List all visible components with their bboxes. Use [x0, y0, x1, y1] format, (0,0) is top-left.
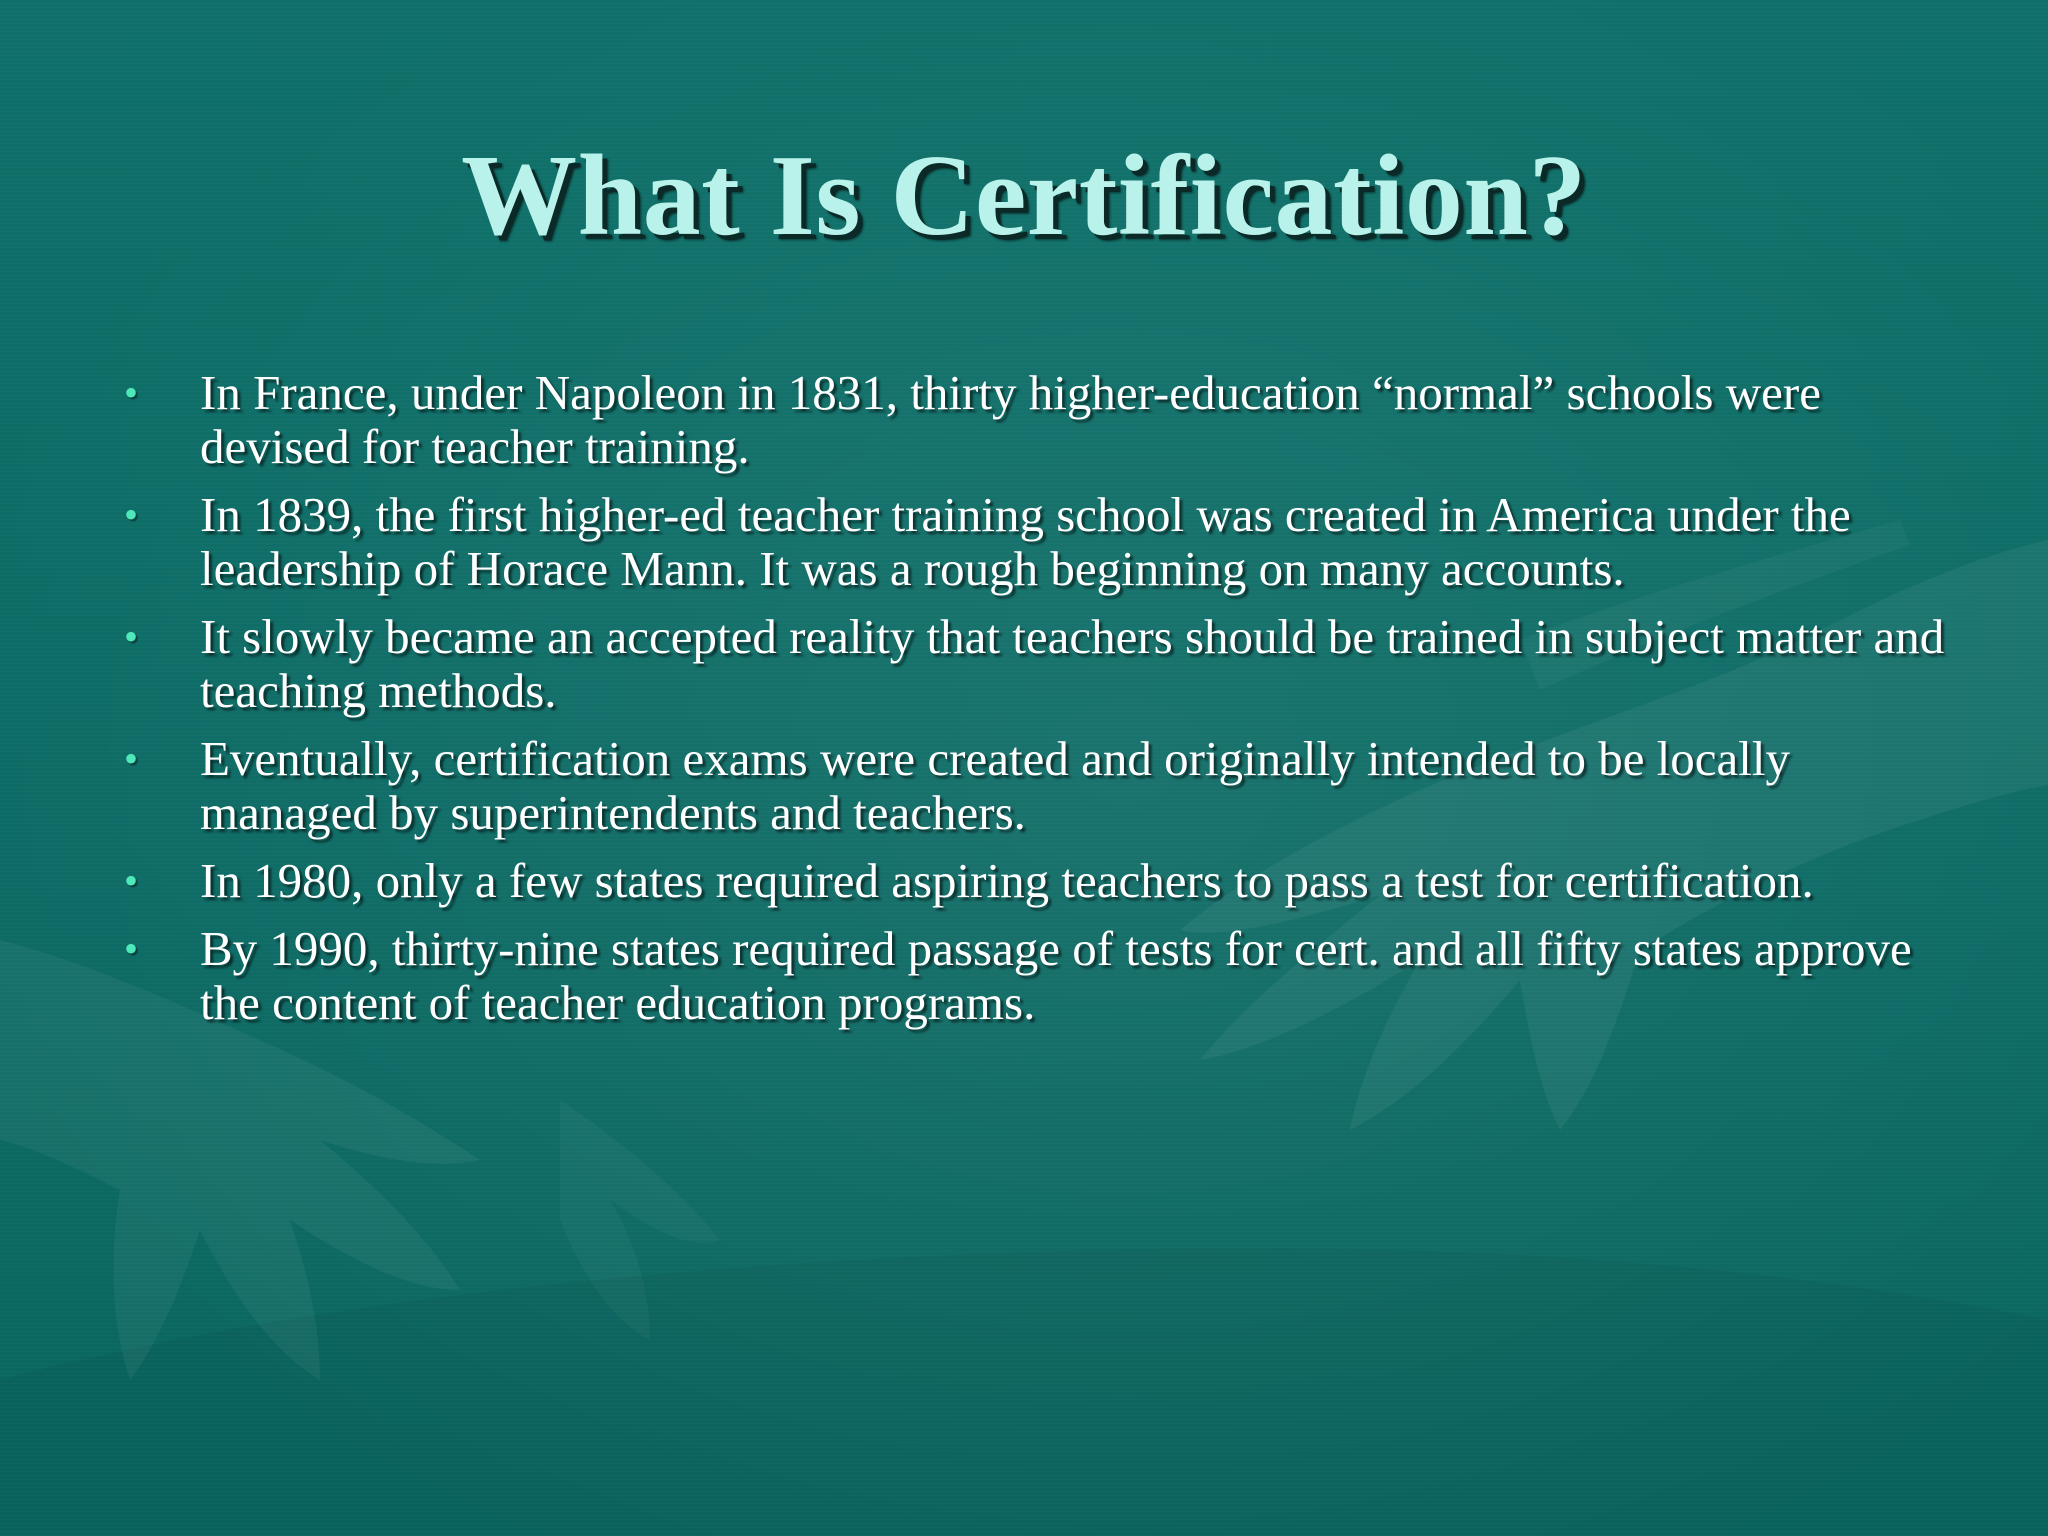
bullet-item-6	[120, 922, 1950, 1030]
bullet-list	[120, 366, 1950, 1044]
bullet-item-1	[120, 366, 1950, 474]
bullet-text: In France, under Napoleon in 1831, thirty higher-education “normal” schools were devised for teacher training.	[200, 365, 1821, 474]
bullet-text: In 1980, only a few states required aspiring teachers to pass a test for certification.	[200, 853, 1814, 908]
bullet-icon: •	[124, 858, 139, 903]
bullet-item-5	[120, 854, 1950, 908]
bullet-text: By 1990, thirty-nine states required passage of tests for cert. and all fifty states approve the content of teacher education programs.	[200, 921, 1912, 1030]
bullet-icon: •	[124, 492, 139, 537]
slide-title: What Is Certification?	[461, 132, 1587, 260]
bullet-text: Eventually, certification exams were created and originally intended to be locally managed by superintendents and teachers.	[200, 731, 1791, 840]
bullet-icon: •	[124, 736, 139, 781]
bullet-icon: •	[124, 926, 139, 971]
bullet-item-2	[120, 488, 1950, 596]
bullet-item-3	[120, 610, 1950, 718]
bullet-text: In 1839, the first higher-ed teacher training school was created in America under the leadership of Horace Mann. It was a rough beginning on many accounts.	[200, 487, 1851, 596]
bullet-text: It slowly became an accepted reality that teachers should be trained in subject matter and teaching methods.	[200, 609, 1945, 718]
bullet-icon: •	[124, 370, 139, 415]
bullet-item-4	[120, 732, 1950, 840]
bullet-icon: •	[124, 614, 139, 659]
